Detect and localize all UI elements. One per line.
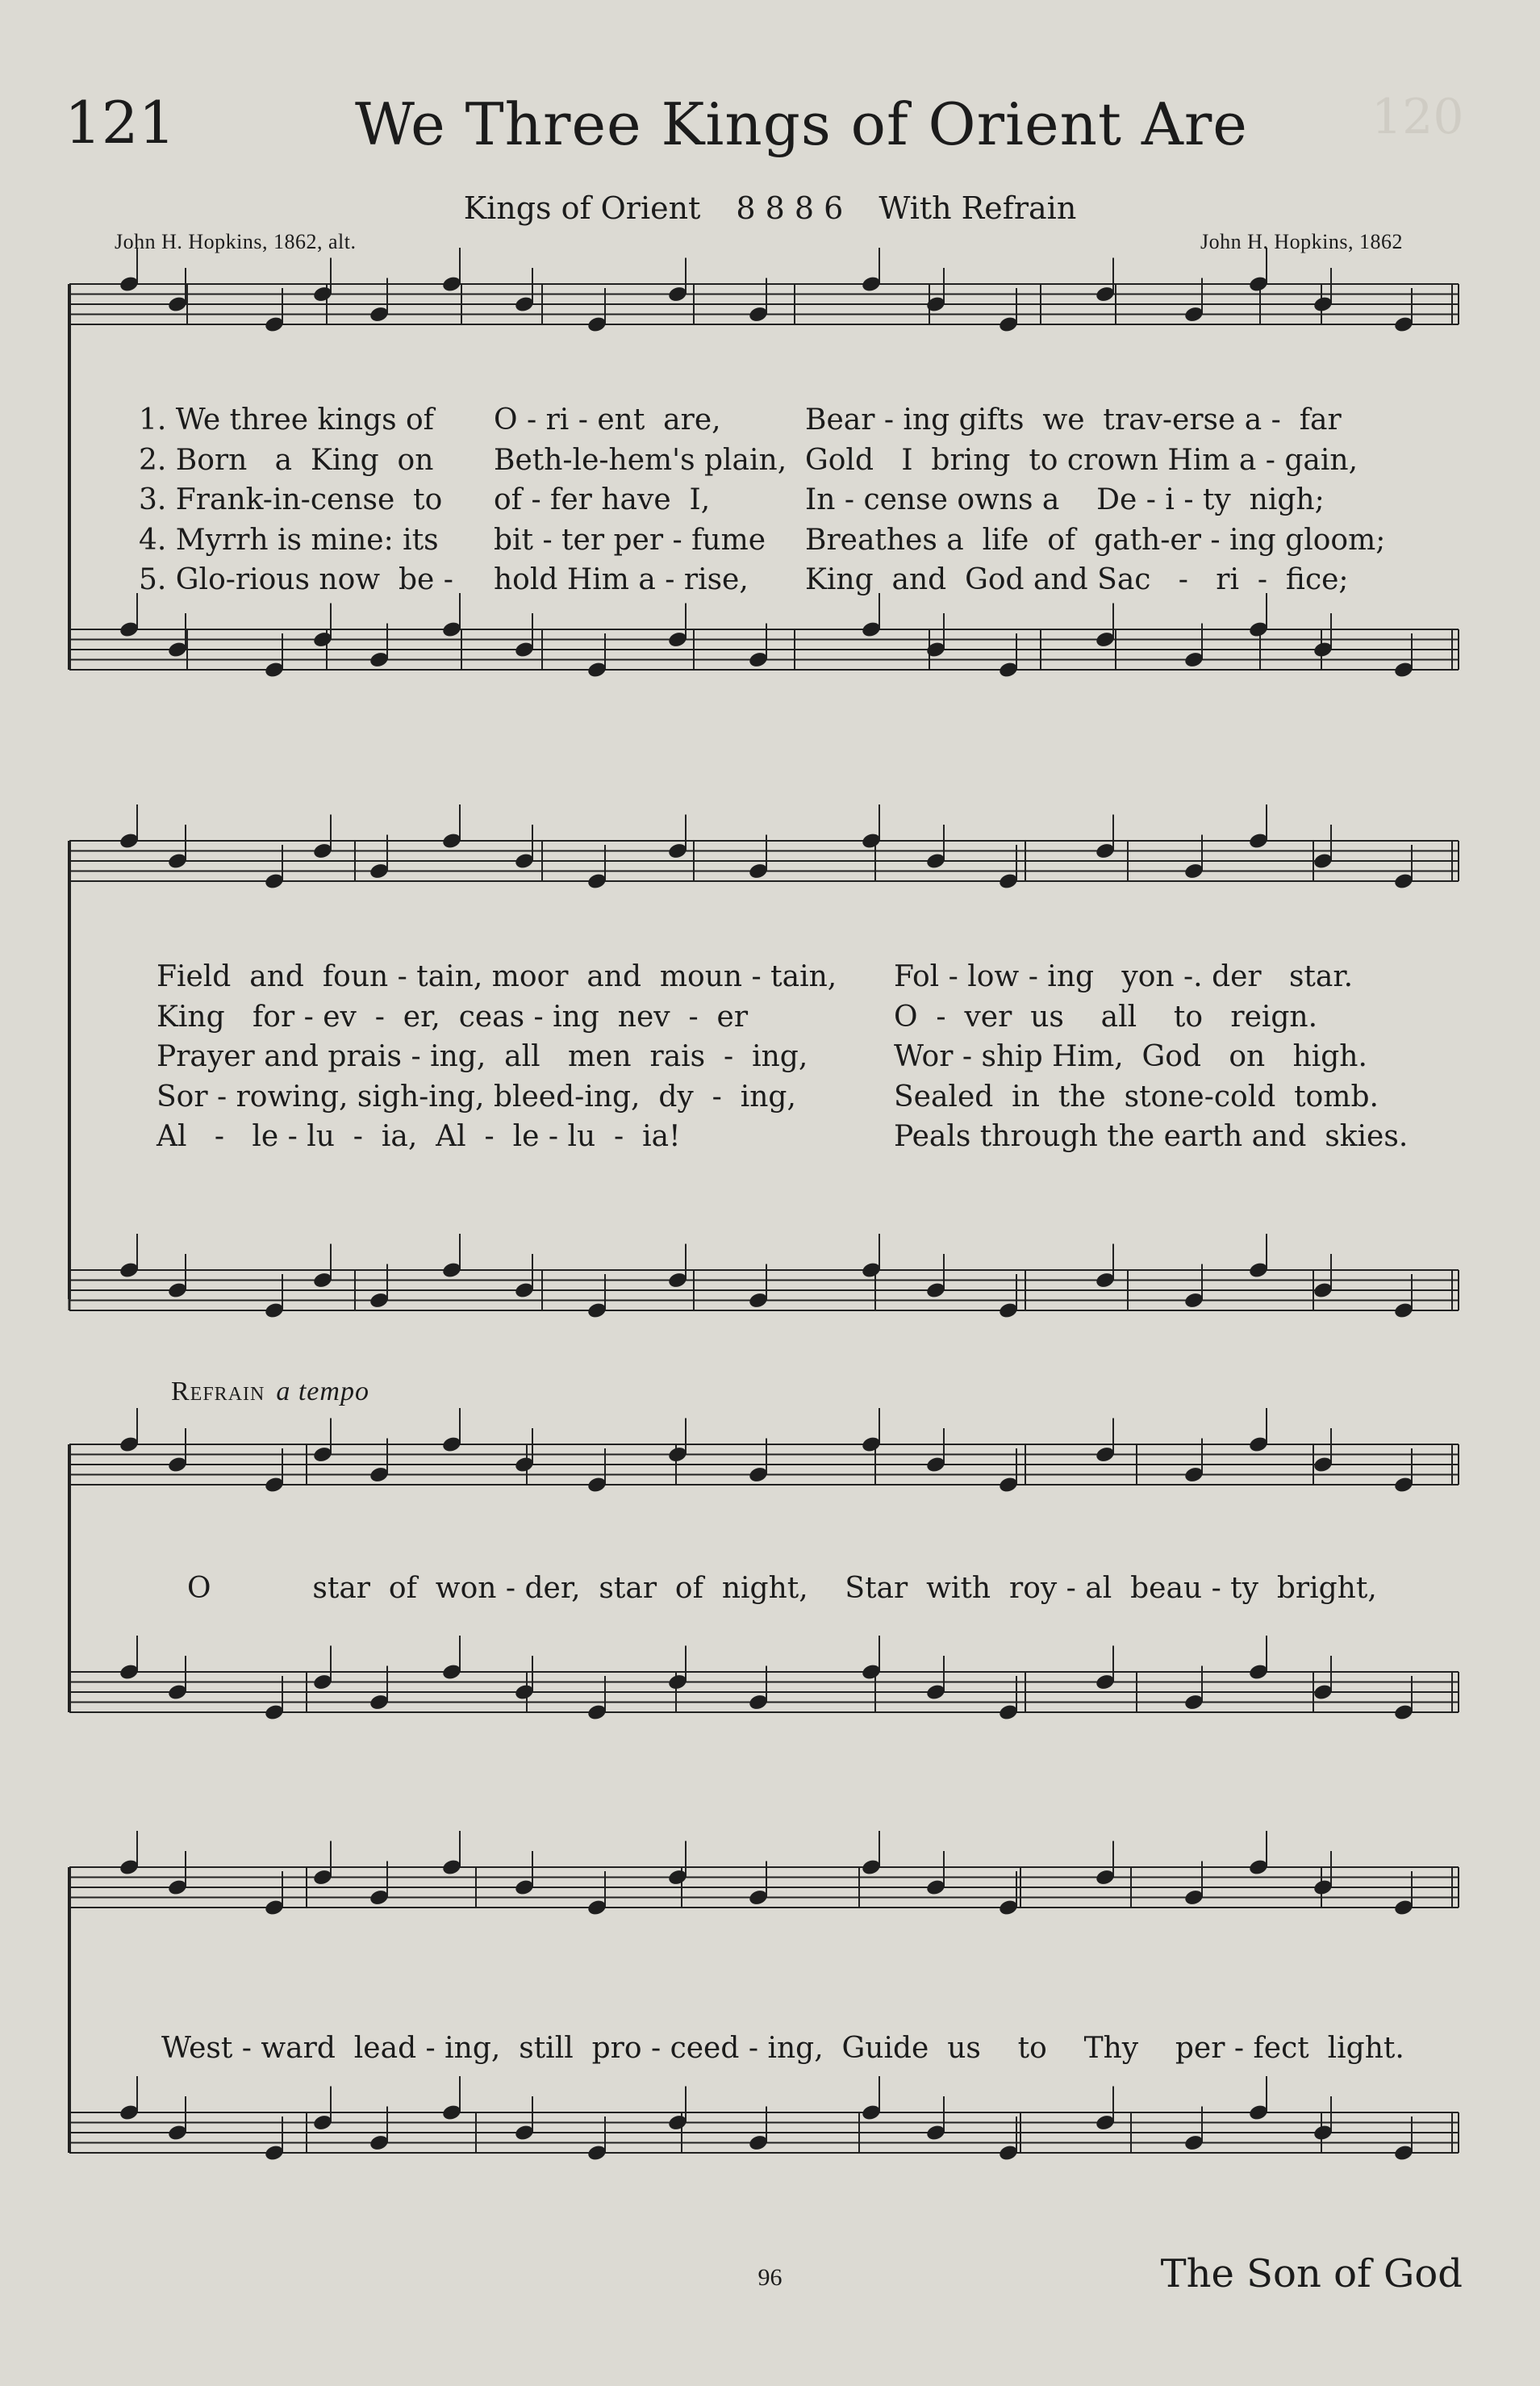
verse-col-b: hold Him a - rise, (494, 563, 749, 596)
verse-col-a: 2. Born a King on (139, 443, 434, 477)
meter-note: With Refrain (879, 190, 1077, 226)
meter: 8 8 8 6 (736, 190, 844, 226)
verse2-col-a: Al - le - lu - ia, Al - le - lu - ia! (157, 1120, 681, 1153)
verse2-col-b: Sealed in the stone-cold tomb. (894, 1080, 1379, 1114)
verse-col-b: of - fer have I, (494, 483, 711, 516)
verse-col-b: bit - ter per - fume (494, 523, 766, 557)
bleed-through-number: 120 (1371, 89, 1464, 145)
tempo-marking: a tempo (276, 1377, 369, 1406)
verse-col-a: 3. Frank-in-cense to (139, 483, 443, 516)
refrain-label (171, 1377, 369, 1407)
verse2-col-a: Field and foun - tain, moor and moun - tain, (157, 960, 837, 993)
verse2-col-a: Prayer and prais - ing, all men rais - ing, (157, 1040, 808, 1073)
verse2-col-a: King for - ev - er, ceas - ing nev - er (157, 1000, 749, 1034)
music-credit: John H. Hopkins, 1862 (1200, 230, 1403, 253)
verse-col-a: 1. We three kings of (139, 403, 434, 437)
verse2-col-b: O - ver us all to reign. (894, 1000, 1318, 1034)
verse-col-a: 4. Myrrh is mine: its (139, 523, 439, 557)
refrain-lyric-line-1: O star of won - der, star of night, Star with roy - al beau - ty bright, (187, 1572, 1377, 1605)
section-name: The Son of God (1160, 2251, 1463, 2296)
words-credit: John H. Hopkins, 1862, alt. (115, 230, 357, 253)
verse-col-c: Gold I bring to crown Him a - gain, (805, 443, 1358, 477)
verse-col-c: King and God and Sac - ri - fice; (805, 563, 1349, 596)
verse-col-c: Breathes a life of gath-er - ing gloom; (805, 523, 1386, 557)
hymn-number: 121 (65, 89, 176, 157)
tune-name: Kings of Orient (463, 190, 701, 226)
verse2-col-b: Wor - ship Him, God on high. (894, 1040, 1367, 1073)
verse2-col-a: Sor - rowing, sigh-ing, bleed-ing, dy - ing, (157, 1080, 796, 1114)
refrain-word: Refrain (171, 1377, 265, 1406)
verse-col-a: 5. Glo-rious now be - (139, 563, 453, 596)
verse2-col-b: Fol - low - ing yon -. der star. (894, 960, 1354, 993)
hymn-title: We Three Kings of Orient Are (355, 90, 1248, 158)
verse-col-c: Bear - ing gifts we trav-erse a - far (805, 403, 1342, 437)
verse2-col-b: Peals through the earth and skies. (894, 1120, 1409, 1153)
verse-col-c: In - cense owns a De - i - ty nigh; (805, 483, 1325, 516)
verse-col-b: Beth-le-hem's plain, (494, 443, 787, 477)
refrain-lyric-line-2: West - ward lead - ing, still pro - ceed - ing, Guide us to Thy per - fect light. (161, 2032, 1404, 2065)
verse-col-b: O - ri - ent are, (494, 403, 721, 437)
page-number: 96 (757, 2264, 783, 2291)
